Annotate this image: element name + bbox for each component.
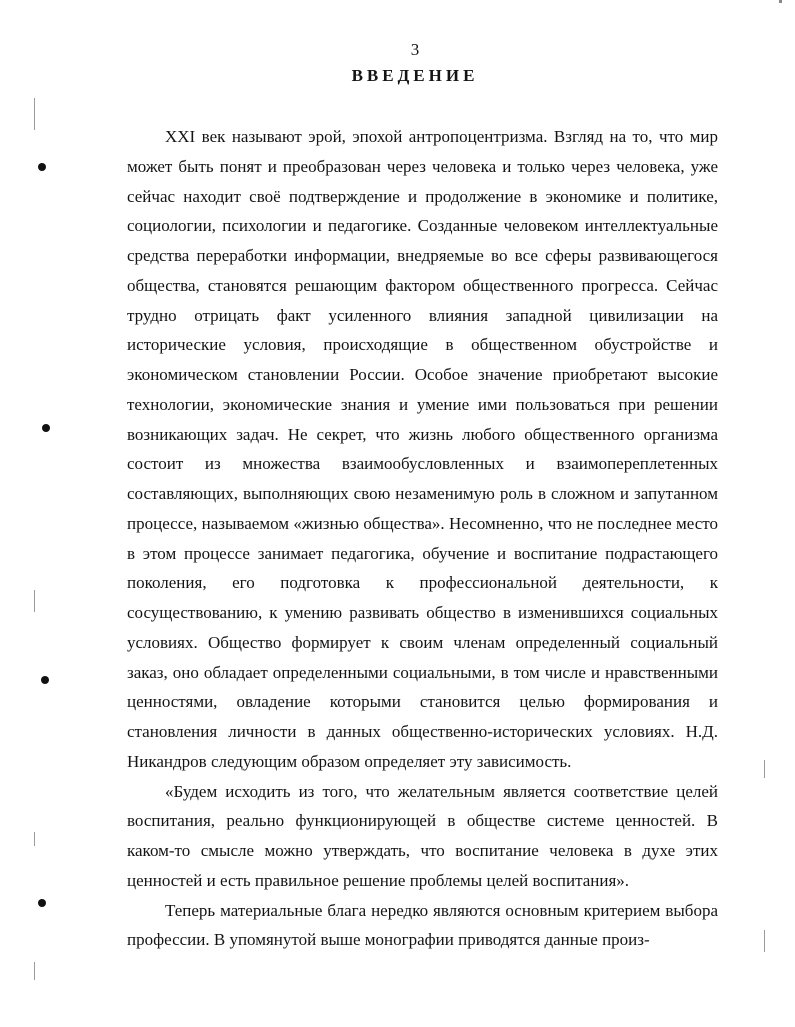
paragraph-quote: «Будем исходить из того, что желательным является соответствие целей воспитания, реально функционирующей в обществе системе ценностей. В каком-то смысле можно утверждать, что воспитание человека в духе этих ценностей и есть правильное решение проблемы целей воспитания».	[127, 781, 718, 890]
scan-margin-line	[764, 760, 765, 778]
binding-hole	[41, 676, 49, 684]
scan-corner-mark	[779, 0, 782, 3]
page-number: 3	[410, 40, 420, 59]
document-body	[127, 122, 718, 955]
binding-hole	[42, 424, 50, 432]
page-title: ВВЕДЕНИЕ	[351, 66, 479, 85]
binding-hole	[38, 899, 46, 907]
binding-hole	[38, 163, 46, 171]
paragraph-continuation: Теперь материальные блага нередко являются основным критерием выбора профессии. В упомянутой выше монографии приводятся данные произ-	[127, 900, 718, 950]
paragraph-intro: XXI век называют эрой, эпохой антропоцентризма. Взгляд на то, что мир может быть понят и преобразован через человека и только через человека, уже сейчас находит своё подтверждение и продолжение в экономике и политике, социологии, психологии и педагогике. Созданные человеком интеллектуальные средства переработки информации, внедряемые во все сферы развивающегося общества, становятся решающим фактором общественного прогресса. Сейчас трудно отрицать факт усиленного влияния западной цивилизации на исторические условия, происходящие в общественном обустройстве и экономическом становлении России. Особое значение приобретают высокие технологии, экономические знания и умение ими пользоваться при решении возникающих задач. Не секрет, что жизнь любого общественного организма состоит из множества взаимообусловленных и взаимопереплетенных составляющих, выполняющих свою незаменимую роль в сложном и запутанном процессе, называемом «жизнью общества». Несомненно, что не последнее место в этом процессе занимает педагогика, обучение и воспитание подрастающего поколения, его подготовка к профессиональной деятельности, к сосуществованию, к умению развивать общество в изменившихся социальных условиях. Общество формирует к своим членам определенный социальный заказ, оно обладает определенными социальными, в том числе и нравственными ценностями, овладение которыми становится целью формирования и становления личности в данных общественно-исторических условиях. Н.Д. Никандров следующим образом определяет эту зависимость.	[127, 127, 718, 771]
scan-margin-line	[34, 962, 35, 980]
scan-margin-line	[34, 98, 35, 130]
scan-margin-line	[34, 832, 35, 846]
scan-margin-line	[764, 930, 765, 952]
scan-margin-line	[34, 590, 35, 612]
